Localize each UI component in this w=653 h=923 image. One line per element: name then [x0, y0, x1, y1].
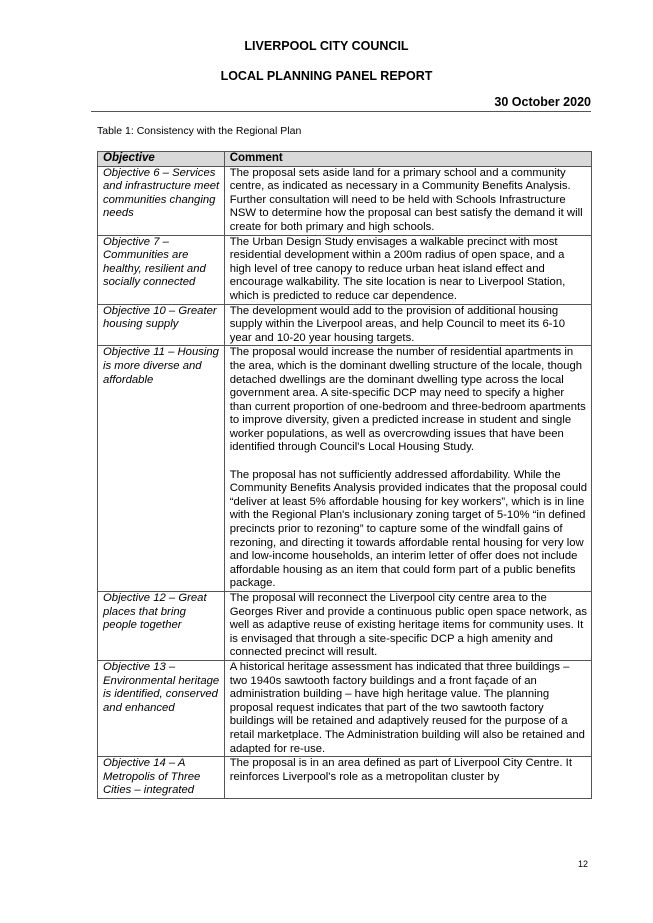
comment-paragraph: A historical heritage assessment has indicated that three buildings – two 1940s sawtooth factory buildings and a front façade of an administration building – have high heritage value. The planning proposal request indicates that part of the two sawtooth factory buildings will be retained and adaptively reused for the purpose of a retail marketplace. The Administration building will also be retained and adapted for re-use. [229, 660, 585, 755]
report-date: 30 October 2020 [494, 95, 591, 109]
objective-cell: Objective 7 – Communities are healthy, resilient and socially connected [98, 235, 225, 304]
objective-cell: Objective 12 – Great places that bring people together [98, 592, 225, 661]
comment-paragraph: The proposal will reconnect the Liverpool city centre area to the Georges River and provide a continuous public open space network, as well as adaptive reuse of existing heritage items for community uses. It is envisaged that through a site-specific DCP a high amenity and connected precinct will result. [229, 592, 588, 659]
comment-cell [224, 346, 591, 592]
table-row [98, 346, 592, 592]
comment-paragraph: The development would add to the provision of additional housing supply within the Liverpool areas, and help Council to meet its 6-10 year and 10-20 year housing targets. [229, 304, 566, 344]
objective-cell: Objective 6 – Services and infrastructure meet communities changing needs [98, 166, 225, 235]
comment-cell [224, 235, 591, 304]
council-name: LIVERPOOL CITY COUNCIL [244, 39, 409, 53]
table-row [98, 592, 592, 661]
comment-cell [224, 660, 591, 756]
column-header-comment: Comment [224, 152, 591, 167]
comment-paragraph: The proposal sets aside land for a primary school and a community centre, as indicated as necessary in a Community Benefits Analysis. Further consultation will need to be held with Schools Infrastructure NSW to determine how the proposal can best satisfy the demand it will create for both primary and high schools. [229, 166, 583, 233]
comment-cell [224, 166, 591, 235]
report-title: LOCAL PLANNING PANEL REPORT [220, 69, 433, 83]
comment-paragraph: The proposal is in an area defined as part of Liverpool City Centre. It reinforces Liverpool's role as a metropolitan cluster by [229, 757, 572, 783]
comment-paragraph: The Urban Design Study envisages a walkable precinct with most residential development within a 200m radius of open space, and a high level of tree canopy to reduce urban heat island effect and encourage walkability. The site location is near to Liverpool Station, which is predicted to reduce car dependence. [229, 235, 566, 302]
table-row [98, 235, 592, 304]
objective-cell: Objective 14 – A Metropolis of Three Cities – integrated [98, 757, 225, 799]
comment-paragraph: The proposal has not sufficiently addressed affordability. While the Community Benefits Analysis provided indicates that the proposal could “deliver at least 5% affordable housing for key workers”, which is in line with the Regional Plan's inclusionary zoning target of 5-10% “in defined precincts prior to rezoning” to capture some of the windfall gains of rezoning, and directing it towards affordable rental housing for very low and low-income households, an interim letter of offer does not include affordable housing as an item that could form part of a public benefits package. [229, 468, 588, 590]
objective-cell: Objective 11 – Housing is more diverse and affordable [98, 346, 225, 592]
objective-cell: Objective 10 – Greater housing supply [98, 304, 225, 346]
comment-cell [224, 304, 591, 346]
table-row [98, 304, 592, 346]
table-header-row [98, 152, 592, 167]
column-header-objective: Objective [98, 152, 225, 167]
table-row [98, 660, 592, 756]
comment-paragraph: The proposal would increase the number of residential apartments in the area, which is the dominant dwelling structure of the locale, though detached dwellings are the dominant dwelling type across the local government area. A site-specific DCP may need to specify a higher than current proportion of one-bedroom and three-bedroom apartments to improve diversity, given a predicted increase in student and single worker populations, as well as overcrowding issues that have been identified through Council's Local Housing Study. [229, 346, 586, 454]
table-row [98, 757, 592, 799]
table-row [98, 166, 592, 235]
page-number: 12 [578, 859, 589, 869]
comment-cell [224, 757, 591, 799]
header-divider [91, 111, 591, 112]
table-caption: Table 1: Consistency with the Regional Plan [97, 125, 302, 137]
objective-cell: Objective 13 – Environmental heritage is identified, conserved and enhanced [98, 660, 225, 756]
consistency-table [97, 151, 592, 799]
comment-cell [224, 592, 591, 661]
